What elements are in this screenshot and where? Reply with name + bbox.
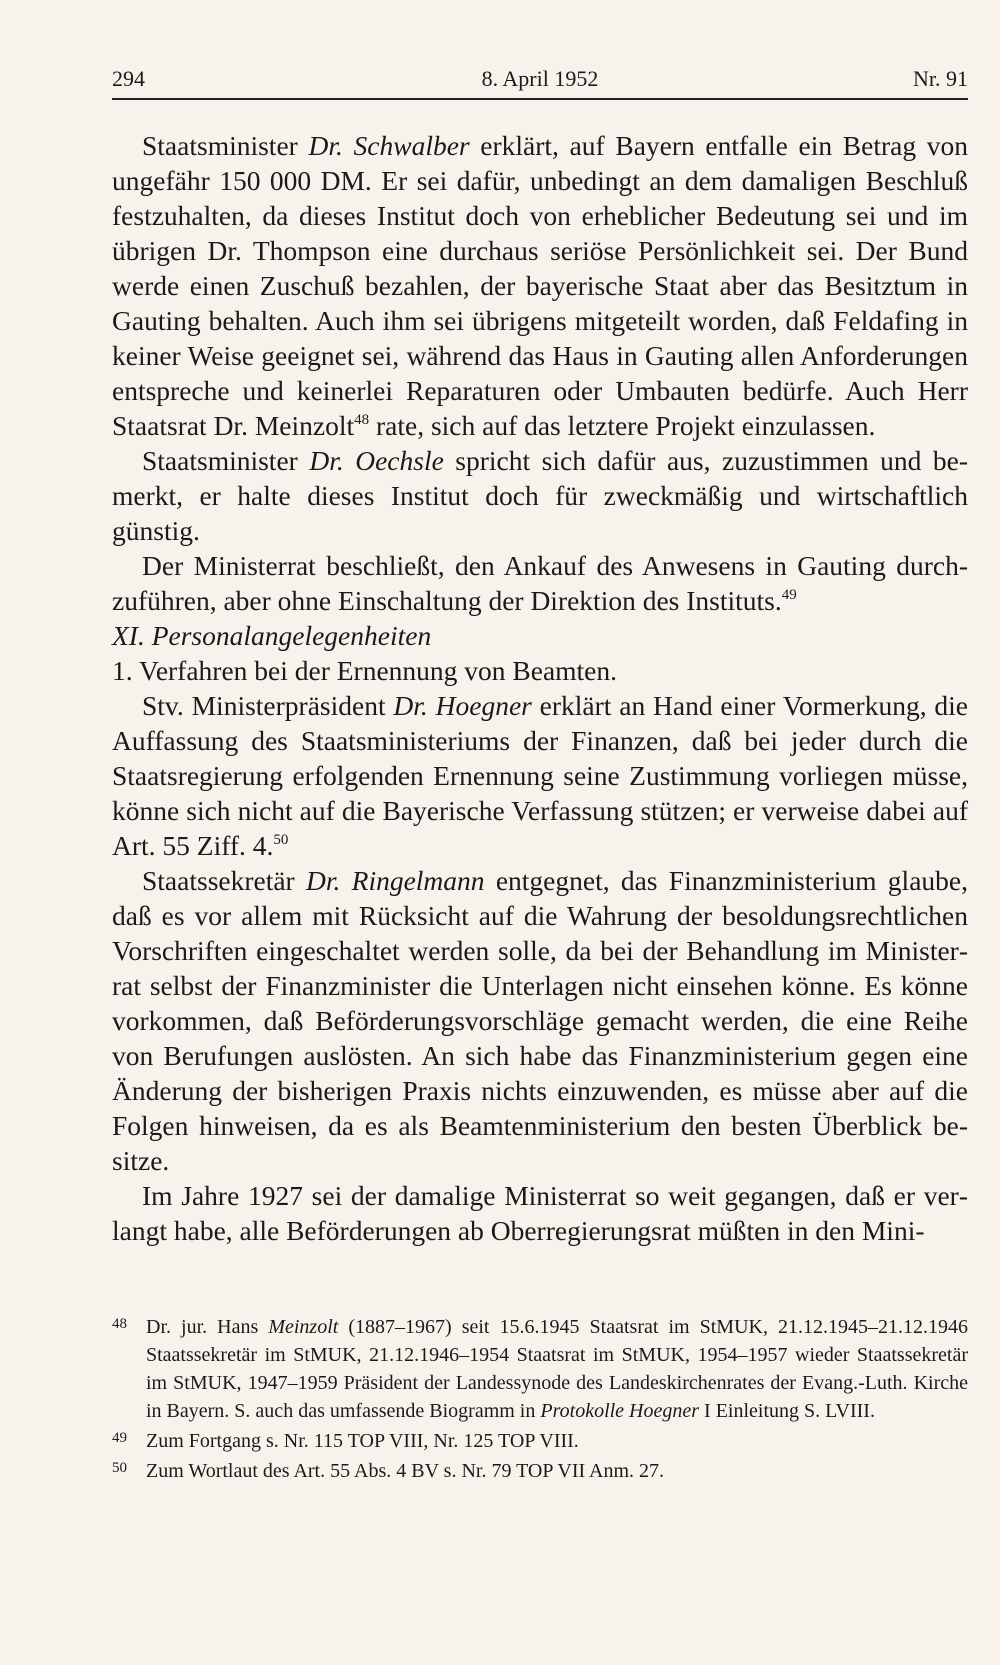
- text: Der Ministerrat beschließt, den Ankauf des Anwesens in Gauting durchzuführen, aber ohne Einschaltung der Direktion des Instituts.: [112, 550, 968, 616]
- section-heading: XI. Personalangelegenheiten: [112, 620, 432, 651]
- speaker-name: Dr. Ringelmann: [305, 865, 485, 896]
- footnote-ref-49[interactable]: 49: [781, 587, 797, 603]
- footnote-50: [112, 1457, 968, 1485]
- footnote-49: [112, 1427, 968, 1455]
- text: Zum Fortgang s. Nr. 115 TOP VIII, Nr. 125 TOP VIII.: [146, 1430, 579, 1452]
- text: Stv. Ministerpräsident: [142, 690, 394, 721]
- text: rate, sich auf das letztere Projekt einzulassen.: [369, 410, 876, 441]
- reference-title: Protokolle Hoegner: [540, 1400, 700, 1422]
- page-number: 294: [112, 66, 145, 91]
- subsection-heading: 1. Verfahren bei der Ernennung von Beamten.: [112, 655, 618, 686]
- text: I Einleitung S. LVIII.: [699, 1400, 875, 1422]
- footnotes: [112, 1313, 968, 1485]
- running-header: [112, 64, 968, 100]
- paragraph-decision: [112, 548, 968, 618]
- footnote-number: 50: [112, 1460, 127, 1476]
- footnote-ref-48[interactable]: 48: [354, 412, 370, 428]
- person-name: Meinzolt: [268, 1316, 339, 1338]
- header-issue-number: Nr. 91: [913, 66, 968, 91]
- paragraph-1927: Im Jahre 1927 sei der damalige Ministerrat so weit gegangen, daß er verlangt habe, alle Beförderungen ab Oberregierungsrat müßten in den Mini-: [112, 1180, 968, 1246]
- paragraph-schwalber: [112, 128, 968, 443]
- speaker-name: Dr. Oechsle: [309, 445, 444, 476]
- paragraph-ringelmann: [112, 863, 968, 1178]
- text: Dr. jur. Hans: [146, 1316, 269, 1338]
- text: Zum Wortlaut des Art. 55 Abs. 4 BV s. Nr. 79 TOP VII Anm. 27.: [146, 1460, 665, 1482]
- header-date: 8. April 1952: [481, 66, 599, 91]
- text: entgegnet, das Finanzministerium glaube, daß es vor allem mit Rücksicht auf die Wahrung der besoldungsrechtlichen Vorschriften eingeschaltet werden solle, da bei der Behandlung im Ministerrat selbst der Finanzminister die Unterlagen nicht einsehen könne. Es könne vorkommen, daß Beförderungsvorschläge gemacht werden, die eine Reihe von Berufungen auslösten. An sich habe das Finanzministerium gegen eine Änderung der bisherigen Praxis nichts einzuwenden, es müsse aber auf die Folgen hinweisen, da es als Beamtenministerium den besten Überblick besitze.: [112, 865, 968, 1176]
- speaker-name: Dr. Schwalber: [308, 130, 470, 161]
- text: Staatsminister: [142, 130, 309, 161]
- speaker-name: Dr. Hoegner: [393, 690, 532, 721]
- paragraph-hoegner: [112, 688, 968, 863]
- paragraph-oechsle: [112, 443, 968, 548]
- footnote-ref-50[interactable]: 50: [273, 832, 289, 848]
- footnote-number: 49: [112, 1430, 127, 1446]
- text: Staatsminister: [142, 445, 310, 476]
- text: Staatssekretär: [142, 865, 306, 896]
- footnote-48: [112, 1313, 968, 1425]
- main-text: [112, 128, 968, 1248]
- text: (1887–1967) seit 15.6.1945 Staatsrat im StMUK, 21.12.1945–21.12.1946 Staatssekretär im StMUK, 21.12.1946–1954 Staatsrat im StMUK, 1954–1957 wieder Staatssekretär im StMUK, 1947–1959 Präsident der Landessynode des Landeskirchenrates der Evang.-Luth. Kirche in Bayern. S. auch das umfassende Biogramm in: [146, 1316, 968, 1422]
- text: erklärt an Hand einer Vormerkung, die Auffassung des Staatsministeriums der Finanzen, daß bei jeder durch die Staatsregierung erfolgenden Ernennung seine Zustimmung vorliegen müsse, könne sich nicht auf die Bayerische Verfassung stützen; er verweise dabei auf Art. 55 Ziff. 4.: [112, 690, 968, 861]
- text: spricht sich dafür aus, zuzustimmen und bemerkt, er halte dieses Institut doch für zweckmäßig und wirtschaftlich günstig.: [112, 445, 968, 546]
- footnote-number: 48: [112, 1316, 127, 1332]
- text: erklärt, auf Bayern entfalle ein Betrag von ungefähr 150 000 DM. Er sei dafür, unbedingt an dem damaligen Beschluß festzuhalten, da dieses Institut doch von erheblicher Bedeutung sei und im übrigen Dr. Thompson eine durchaus seriöse Persönlichkeit sei. Der Bund werde einen Zuschuß bezahlen, der bayerische Staat aber das Besitztum in Gauting behalten. Auch ihm sei übrigens mitgeteilt worden, daß Feldafing in keiner Weise geeignet sei, während das Haus in Gauting allen Anforderungen entspreche und keinerlei Reparaturen oder Umbauten bedürfe. Auch Herr Staatsrat Dr. Meinzolt: [112, 130, 968, 441]
